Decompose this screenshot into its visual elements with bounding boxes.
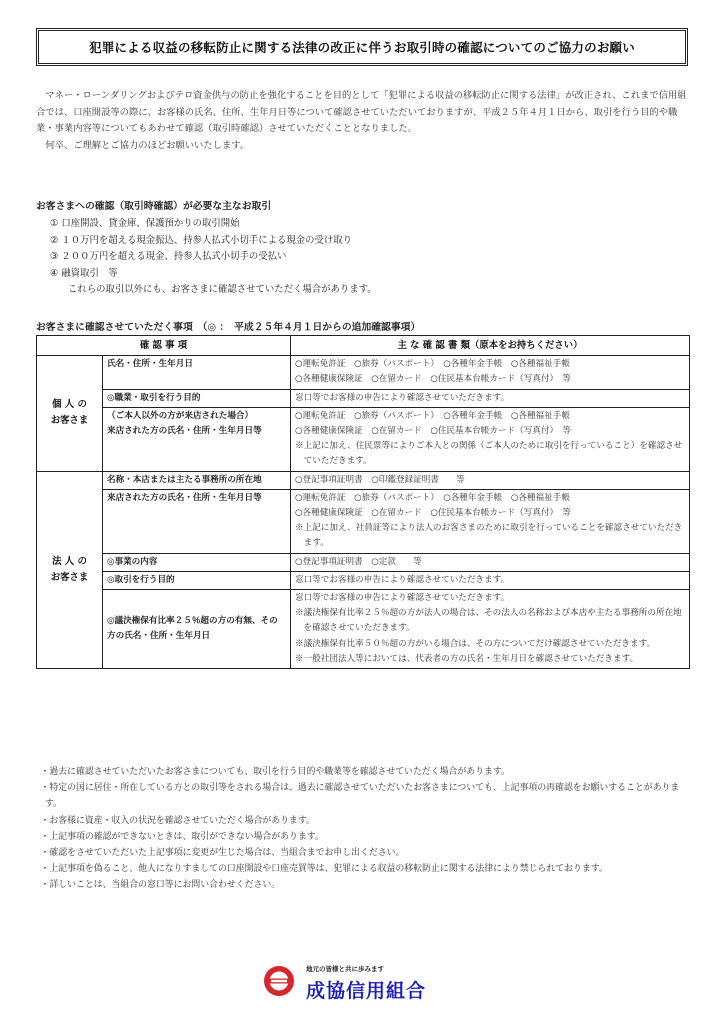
list-item: ④ 融資取引 等 xyxy=(50,267,118,279)
docs-owner-line: ※一般社団法人等においては、代表者の方の氏名・生年月日を確認させていただきます。 xyxy=(295,653,639,664)
table-row xyxy=(37,553,690,571)
note-item: ・過去に確認させていただいたお客さまについても、取引を行う目的や職業等を確認させていただく場合があります。 xyxy=(40,767,510,777)
note-item: ・詳しいことは、当組合の窓口等にお問い合わせください。 xyxy=(40,880,281,891)
table-row xyxy=(37,389,690,407)
category-individual: 個 人 の お客さま xyxy=(37,356,103,471)
item-individual-name: 氏名・住所・生年月日 xyxy=(103,356,291,389)
note-item: ・確認をさせていただいた上記事項に変更が生じた場合は、当組合までお申し出ください。 xyxy=(40,848,405,859)
table-header-row xyxy=(37,336,690,356)
docs-individual-agent xyxy=(291,407,690,471)
docs-owner-line: ※議決権保有比率５０％超の方がいる場合は、その方についてだけ確認させていただきます。 xyxy=(295,638,656,649)
section-heading-transactions: お客さまへの確認（取引時確認）が必要な主なお取引 xyxy=(36,201,272,212)
table-row xyxy=(37,489,690,553)
notes-list xyxy=(36,764,696,894)
item-corporate-owner: ◎議決権保有比率２５％超の方の有無、その方の氏名・住所・生年月日 xyxy=(103,590,291,669)
page-title: 犯罪による収益の移転防止に関する法律の改正に伴うお取引時の確認についてのご協力のお願い xyxy=(89,40,635,55)
docs-agent-list: ○運転免許証 ○旅券（パスポート） ○各種年金手帳 ○各種福祉手帳 ○各種健康保険証 ○在留カード ○住民基本台帳カード（写真付） 等 xyxy=(295,410,572,437)
note-item: ・上記事項の確認ができないときは、取引ができない場合があります。 xyxy=(40,831,324,842)
docs-individual-purpose: 窓口等でお客様の申告により確認させていただきます。 xyxy=(291,389,690,407)
title-box xyxy=(36,28,688,66)
credit-union-logo-icon xyxy=(262,964,296,998)
item-corporate-name: 名称・本店または主たる事務所の所在地 xyxy=(103,471,291,489)
docs-corporate-business: ○登記事項証明書 ○定款 等 xyxy=(291,553,690,571)
docs-corporate-purpose: 窓口等でお客様の申告により確認させていただきます。 xyxy=(291,571,690,589)
transaction-list xyxy=(50,216,377,299)
header-items: 確 認 事 項 xyxy=(37,336,291,356)
item-corporate-visitor: 来店された方の氏名・住所・生年月日等 xyxy=(103,489,291,553)
note-item: ・お客様に資産・収入の状況を確認させていただく場合があります。 xyxy=(40,815,315,826)
footer-slogan: 地元の皆様と共に歩みます xyxy=(306,965,384,973)
docs-corporate-owner xyxy=(291,590,690,669)
docs-visitor-note: ※上記に加え、社員証等により法人のお客さまのために取引を行っていることを確認させていただきます。 xyxy=(295,523,683,549)
list-item: ② １０万円を超える現金振込、持参人払式小切手による現金の受け取り xyxy=(50,234,353,246)
note-item: ・特定の国に居住・所在している方との取引等をされる場合は、過去に確認させていただいたお客さまについても、上記事項の再確認をお願いすることがあります。 xyxy=(40,783,680,810)
docs-individual-name: ○運転免許証 ○旅券（パスポート） ○各種年金手帳 ○各種福祉手帳 ○各種健康保険証 ○在留カード ○住民基本台帳カード（写真付） 等 xyxy=(291,356,690,389)
table-row xyxy=(37,590,690,669)
docs-corporate-visitor xyxy=(291,489,690,553)
organization-name: 成協信用組合 xyxy=(306,980,427,1002)
category-corporate: 法 人 の お客さま xyxy=(37,471,103,668)
table-row xyxy=(37,356,690,389)
docs-owner-line: 窓口等でお客様の申告により確認させていただきます。 xyxy=(295,593,510,604)
docs-owner-line: ※議決権保有比率２５％超の方が法人の場合は、その法人の名称および本店や主たる事務所の所在地を確認させていただきます。 xyxy=(295,608,682,634)
item-corporate-business: ◎事業の内容 xyxy=(103,553,291,571)
confirmation-table xyxy=(36,335,690,669)
docs-visitor-list: ○運転免許証 ○旅券（パスポート） ○各種年金手帳 ○各種福祉手帳 ○各種健康保険証 ○在留カード ○住民基本台帳カード（写真付） 等 xyxy=(295,492,572,519)
transaction-note: これらの取引以外にも、お客さまに確認させていただく場合があります。 xyxy=(68,284,377,296)
intro-text xyxy=(36,88,690,154)
list-item: ① 口座開設、貸金庫、保護預かりの取引開始 xyxy=(50,218,240,229)
intro-paragraph-2: 何卒、ご理解とご協力のほどお願いいたします。 xyxy=(45,139,250,151)
header-documents: 主 な 確 認 書 類（原本をお持ちください） xyxy=(291,336,690,356)
docs-agent-note: ※上記に加え、住民票等によりご本人との関係（ご本人のために取引を行っていること）を確認させていただきます。 xyxy=(295,441,683,467)
intro-paragraph-1: マネー・ローンダリングおよびテロ資金供与の防止を強化することを目的として「犯罪による収益の移転防止に関する法律」が改正され、これまで信用組合では、口座開設等の際に、お客様の氏名、住所、生年月日等について確認させていただいておりますが、平成２５年４月１日から、取引を行う目的や職業・事業内容等についてもあわせて確認（取引時確認）させていただくこととなりました。 xyxy=(36,90,687,134)
footer xyxy=(262,960,482,1010)
table-row xyxy=(37,471,690,489)
item-individual-agent: （ご本人以外の方が来店された場合） 来店された方の氏名・住所・生年月日等 xyxy=(103,407,291,471)
table-row xyxy=(37,571,690,589)
item-corporate-purpose: ◎取引を行う目的 xyxy=(103,571,291,589)
list-item: ③ ２００万円を超える現金、持参人払式小切手の受払い xyxy=(50,251,287,263)
item-individual-purpose: ◎職業・取引を行う目的 xyxy=(103,389,291,407)
section-heading-items: お客さまに確認させていただく事項 （◎ ： 平成２５年４月１日からの追加確認事項） xyxy=(36,322,421,333)
table-row xyxy=(37,407,690,471)
note-item: ・上記事項を偽ること、他人になりすましての口座開設や口座売買等は、犯罪による収益の移転防止に関する法律により禁じられております。 xyxy=(40,864,608,875)
docs-corporate-name: ○登記事項証明書 ○印鑑登録証明書 等 xyxy=(291,471,690,489)
